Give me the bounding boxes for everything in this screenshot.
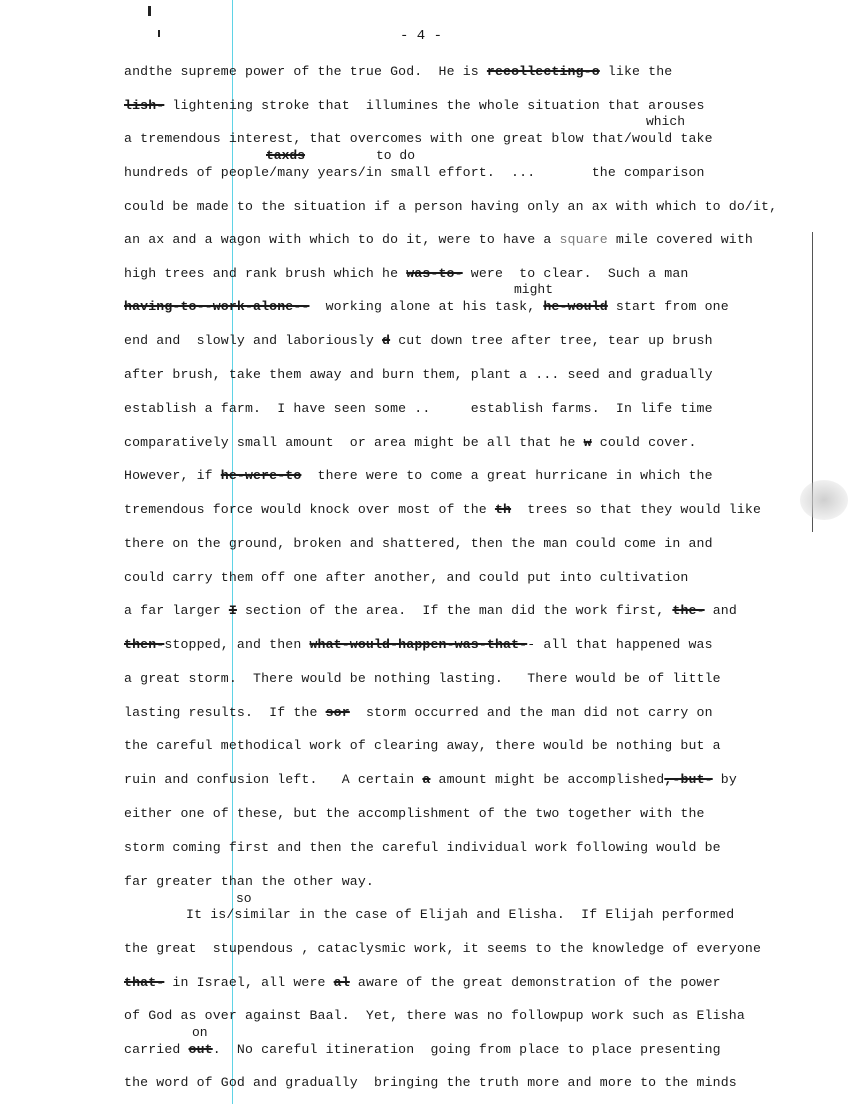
- interlinear-insertion: to do: [376, 148, 416, 163]
- text-line: after brush, take them away and burn them, plant a ... seed and gradually: [124, 367, 713, 382]
- text-line: ruin and confusion left. A certain a amount might be accomplished,-but- by: [124, 772, 737, 787]
- text-line: lasting results. If the sor storm occurred and the man did not carry on: [124, 705, 713, 720]
- interlinear-insertion-struck: taxds: [266, 148, 306, 163]
- text-line: could carry them off one after another, and could put into cultivation: [124, 570, 689, 585]
- text-line: of God as over against Baal. Yet, there was no followpup work such as Elisha: [124, 1008, 745, 1023]
- text-line: then-stopped, and then what-would-happen-was-that-- all that happened was: [124, 637, 713, 652]
- text-line: lish- lightening stroke that illumines the whole situation that arouses: [124, 98, 705, 113]
- text-line: the careful methodical work of clearing away, there would be nothing but a: [124, 738, 721, 753]
- text-line: andthe supreme power of the true God. He is recollecting-o like the: [124, 64, 673, 79]
- text-line: an ax and a wagon with which to do it, were to have a square mile covered with: [124, 232, 753, 247]
- text-line: there on the ground, broken and shattered, then the man could come in and: [124, 536, 713, 551]
- page-number: - 4 -: [400, 28, 443, 44]
- text-line: a great storm. There would be nothing lasting. There would be of little: [124, 671, 721, 686]
- text-line: hundreds of people/many years/in small effort. ... the comparison: [124, 165, 705, 180]
- ink-mark: [158, 30, 160, 37]
- text-line: that- in Israel, all were al aware of the great demonstration of the power: [124, 975, 721, 990]
- ink-mark: [148, 6, 151, 16]
- text-line: storm coming first and then the careful individual work following would be: [124, 840, 721, 855]
- text-line: However, if he-were-to there were to come a great hurricane in which the: [124, 468, 713, 483]
- text-line: the word of God and gradually bringing the truth more and more to the minds: [124, 1075, 737, 1090]
- interlinear-insertion: which: [646, 114, 686, 129]
- text-line: It is/similar in the case of Elijah and Elisha. If Elijah performed: [186, 907, 735, 922]
- text-line: end and slowly and laboriously d cut down tree after tree, tear up brush: [124, 333, 713, 348]
- interlinear-insertion: so: [236, 891, 252, 906]
- text-line: either one of these, but the accomplishment of the two together with the: [124, 806, 705, 821]
- text-line: far greater than the other way.: [124, 874, 374, 889]
- text-line: the great stupendous , cataclysmic work, it seems to the knowledge of everyone: [124, 941, 762, 956]
- text-line: a far larger I section of the area. If the man did the work first, the- and: [124, 603, 737, 618]
- text-line: tremendous force would knock over most of the th trees so that they would like: [124, 502, 762, 517]
- text-line: a tremendous interest, that overcomes with one great blow that/would take: [124, 131, 713, 146]
- text-line: establish a farm. I have seen some .. establish farms. In life time: [124, 401, 713, 416]
- interlinear-insertion: on: [192, 1025, 208, 1040]
- interlinear-insertion: might: [514, 282, 554, 297]
- text-line: high trees and rank brush which he was-to- were to clear. Such a man: [124, 266, 689, 281]
- text-line: carried out. No careful itineration going from place to place presenting: [124, 1042, 721, 1057]
- text-line: having-to--work-alone-- working alone at his task, he-would start from one: [124, 299, 729, 314]
- paper-smudge: [800, 480, 848, 520]
- text-line: comparatively small amount or area might be all that he w could cover.: [124, 435, 697, 450]
- text-line: could be made to the situation if a person having only an ax with which to do/it,: [124, 199, 778, 214]
